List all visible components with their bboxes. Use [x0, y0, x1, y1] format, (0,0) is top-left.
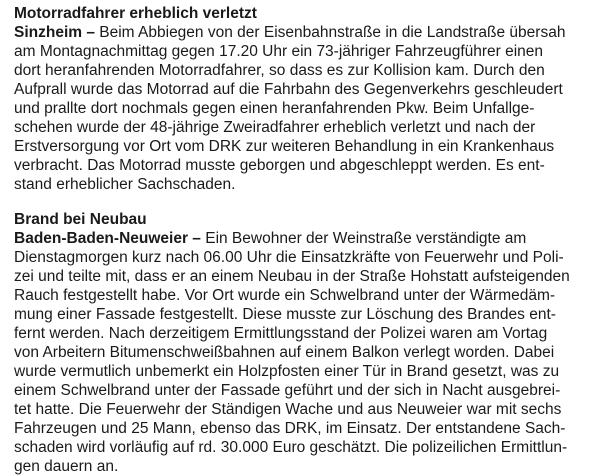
- body-line: Aufprall wurde das Motorrad auf die Fahrbahn des Gegenverkehrs geschleudert: [14, 81, 563, 98]
- article-brand-bei-neubau: [14, 210, 595, 476]
- body-line: stand erheblicher Sachschaden.: [14, 176, 236, 193]
- article-motorradfahrer: [14, 4, 595, 194]
- body-line: schehen wurde der 48-jährige Zweiradfahrer erheblich verletzt und nach der: [14, 119, 536, 136]
- body-line: dort heranfahrenden Motorradfahrer, so dass es zur Kollision kam. Durch den: [14, 62, 545, 79]
- body-line: wurde vermutlich unbemerkt ein Holzpfosten einer Tür in Brand gesetzt, was zu: [14, 363, 560, 380]
- dateline: Sinzheim –: [14, 24, 95, 41]
- body-line-text: Beim Abbiegen von der Eisenbahnstraße in die Landstraße übersah: [94, 24, 566, 41]
- dateline: Baden-Baden-Neuweier –: [14, 230, 201, 247]
- body-line: am Montagnachmittag gegen 17.20 Uhr ein 73-jähriger Fahrzeugführer einen: [14, 43, 544, 60]
- body-line: und prallte dort nochmals gegen einen heranfahrenden Pkw. Beim Unfallge-: [14, 100, 535, 117]
- body-line: von Arbeitern Bitumenschweißbahnen auf einem Balkon verlegt worden. Dabei: [14, 344, 555, 361]
- body-line: [14, 229, 595, 248]
- body-line: verbracht. Das Motorrad musste geborgen und abgeschleppt werden. Es ent-: [14, 157, 545, 174]
- body-line: Dienstagmorgen kurz nach 06.00 Uhr die Einsatzkräfte von Feuerwehr und Poli-: [14, 249, 564, 266]
- body-line: fernt werden. Nach derzeitigem Ermittlungsstand der Polizei waren am Vortag: [14, 325, 548, 342]
- body-line: zei und teilte mit, dass er an einem Neubau in der Straße Hohstatt aufsteigenden: [14, 268, 570, 285]
- body-line-text: Ein Bewohner der Weinstraße verständigte am: [200, 230, 527, 247]
- body-line: Fahrzeugen und 25 Mann, ebenso das DRK, im Einsatz. Der entstandene Sach-: [14, 420, 566, 437]
- article-title: Motorradfahrer erheblich verletzt: [14, 5, 257, 22]
- body-line: gen dauern an.: [14, 458, 119, 475]
- article-title: Brand bei Neubau: [14, 211, 147, 228]
- body-line: schaden wird vorläufig auf rd. 30.000 Euro geschätzt. Die polizeilichen Ermittlun-: [14, 439, 568, 456]
- body-line: [14, 23, 595, 42]
- body-line: einem Schwelbrand unter der Fassade geführt und der sich in Nacht ausgebrei-: [14, 382, 561, 399]
- body-line: Erstversorgung vor Ort vom DRK zur weiteren Behandlung in ein Krankenhaus: [14, 138, 555, 155]
- body-line: tet hatte. Die Feuerwehr der Ständigen Wache und aus Neuweier war mit sechs: [14, 401, 562, 418]
- body-line: mung einer Fassade festgestellt. Diese musste zur Löschung des Brandes ent-: [14, 306, 556, 323]
- body-line: Rauch festgestellt habe. Vor Ort wurde ein Schwelbrand unter der Wärmedäm-: [14, 287, 556, 304]
